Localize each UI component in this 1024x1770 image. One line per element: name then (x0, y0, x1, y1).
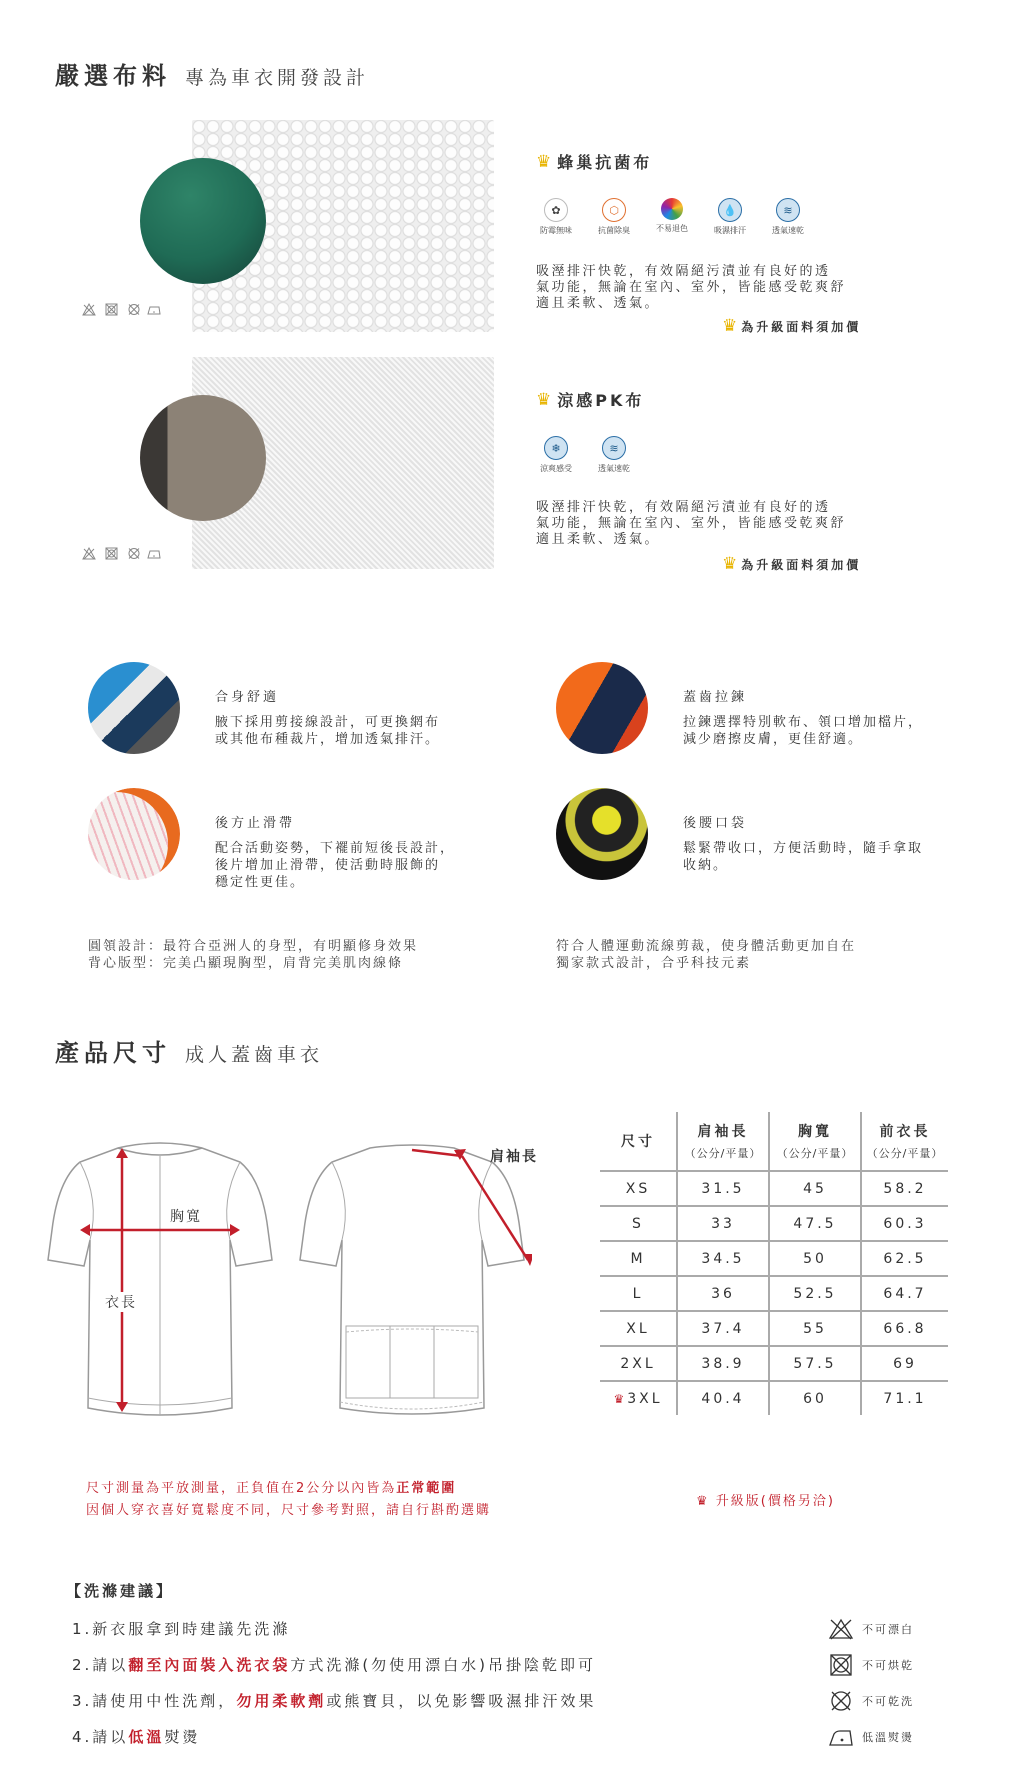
antibacterial-icon: ⬡ (602, 198, 626, 222)
size-disclaimer: 尺寸測量為平放測量，正負值在2公分以內皆為正常範圍 因個人穿衣喜好寬鬆度不同，尺寸參考對照，請自行斟酌選購 (86, 1481, 492, 1518)
header-size: 尺寸 (621, 1134, 655, 1150)
feature-moisture-wicking: 💧 吸濕排汗 (708, 198, 752, 236)
table-row: XS 31.5 45 58.2 (600, 1171, 948, 1206)
feature-zipper-title: 蓋齒拉鍊 (683, 690, 748, 705)
header-sleeve: 肩袖長 （公分/平量） (677, 1112, 769, 1171)
breathable-icon: ≋ (602, 436, 626, 460)
breathable-icon: ≋ (776, 198, 800, 222)
care-icons-mini-1 (82, 302, 162, 320)
feature-photo-zipper (556, 662, 648, 754)
fabric-1-description: 吸溼排汗快乾，有效隔絕污漬並有良好的透 氣功能，無論在室內、室外，皆能感受乾爽舒 適且柔軟、透氣。 (536, 264, 847, 311)
fabric-section-title: 嚴選布料 (55, 62, 171, 90)
feature-fit-title: 合身舒適 (215, 690, 280, 705)
wash-item-4: 4.請以低溫熨燙 (72, 1728, 201, 1746)
sleeve-label: 肩袖長 (490, 1149, 538, 1165)
feature-photo-pocket (556, 788, 648, 880)
header-length: 前衣長 （公分/平量） (861, 1112, 948, 1171)
moisture-wicking-icon: 💧 (718, 198, 742, 222)
care-no-bleach: 不可漂白 (828, 1618, 914, 1640)
crown-icon: ♛ (613, 1391, 628, 1406)
care-no-dry-clean: 不可乾洗 (828, 1690, 914, 1712)
feature-anti-mold: ✿ 防霉無味 (534, 198, 578, 236)
cooling-icon: ❄ (544, 436, 568, 460)
care-low-iron: 低溫熨燙 (828, 1726, 914, 1748)
honeycomb-fabric-swatch (140, 158, 266, 284)
crown-icon: ♛ (536, 389, 552, 410)
fabric-2-description: 吸溼排汗快乾，有效隔絕污漬並有良好的透 氣功能，無論在室內、室外，皆能感受乾爽舒 適且柔軟、透氣。 (536, 500, 847, 547)
fabric-2-name: 涼感PK布 (557, 391, 645, 410)
wash-item-3: 3.請使用中性洗劑，勿用柔軟劑或熊寶貝，以免影響吸濕排汗效果 (72, 1692, 597, 1710)
header-chest: 胸寬 （公分/平量） (769, 1112, 861, 1171)
feature-photo-fit (88, 662, 180, 754)
feature-photo-grip (88, 788, 180, 880)
crown-icon: ♛ (722, 316, 738, 336)
table-row: S 33 47.5 60.3 (600, 1206, 948, 1241)
table-row: 2XL 38.9 57.5 69 (600, 1346, 948, 1381)
wash-item-1: 1.新衣服拿到時建議先洗滌 (72, 1620, 291, 1638)
feature-cooling: ❄ 涼爽感受 (534, 436, 578, 474)
crown-icon: ♛ (722, 554, 738, 574)
fabric-2-heading (536, 388, 644, 411)
length-label: 衣長 (105, 1292, 137, 1312)
wash-item-2: 2.請以翻至內面裝入洗衣袋方式洗滌(勿使用漂白水)吊掛陰乾即可 (72, 1656, 597, 1674)
feature-breathable: ≋ 透氣速乾 (766, 198, 810, 236)
jersey-back-diagram (292, 1140, 532, 1420)
care-no-tumble-dry: 不可烘乾 (828, 1654, 914, 1676)
size-section-subtitle: 成人蓋齒車衣 (185, 1044, 324, 1066)
size-section-heading (55, 1033, 323, 1068)
notes-left: 圓領設計：最符合亞洲人的身型，有明顯修身效果 背心版型：完美凸顯現胸型，肩背完美肌肉線條 (88, 939, 419, 971)
chest-label: 胸寬 (170, 1206, 202, 1226)
colorfast-icon (661, 198, 683, 220)
low-iron-icon (828, 1726, 854, 1748)
no-dry-clean-icon (828, 1690, 854, 1712)
fabric-1-name: 蜂巢抗菌布 (557, 153, 653, 172)
size-section-title: 產品尺寸 (55, 1039, 171, 1067)
fabric-2-feature-icons (534, 436, 636, 474)
no-bleach-icon (828, 1618, 854, 1640)
size-table (600, 1112, 948, 1415)
table-row: M 34.5 50 62.5 (600, 1241, 948, 1276)
crown-icon: ♛ (696, 1494, 710, 1509)
anti-mold-icon: ✿ (544, 198, 568, 222)
notes-right: 符合人體運動流線剪裁，使身體活動更加自在 獨家款式設計，合乎科技元素 (556, 939, 857, 971)
fabric-1-upgrade-note: ♛ 為升級面料須加價 (722, 316, 862, 336)
feature-colorfast: 不易退色 (650, 198, 694, 236)
fabric-1-heading (536, 150, 652, 173)
jersey-front-diagram (40, 1140, 280, 1420)
feature-antibacterial: ⬡ 抗菌除臭 (592, 198, 636, 236)
fabric-section-heading (55, 56, 369, 91)
fabric-1-feature-icons (534, 198, 810, 236)
care-mini-icons (82, 546, 162, 560)
upgrade-version-note: ♛ 升級版(價格另洽) (696, 1494, 835, 1509)
feature-pocket-title: 後腰口袋 (683, 816, 748, 831)
pk-fabric-swatch (140, 395, 266, 521)
size-table-header (600, 1112, 948, 1171)
fabric-section-subtitle: 專為車衣開發設計 (185, 67, 370, 89)
feature-zipper-desc: 拉鍊選擇特別軟布、領口增加檔片， 減少磨擦皮膚，更佳舒適。 (683, 715, 924, 747)
table-row: L 36 52.5 64.7 (600, 1276, 948, 1311)
feature-grip-title: 後方止滑帶 (215, 816, 296, 831)
wash-title: 【洗滌建議】 (66, 1582, 175, 1600)
fabric-2-upgrade-note: ♛ 為升級面料須加價 (722, 554, 862, 574)
feature-grip-desc: 配合活動姿勢，下襬前短後長設計， 後片增加止滑帶，使活動時服飾的 穩定性更佳。 (215, 841, 456, 890)
care-mini-icons (82, 302, 162, 316)
feature-breathable-2: ≋ 透氣速乾 (592, 436, 636, 474)
crown-icon: ♛ (536, 151, 552, 172)
care-icons-mini-2 (82, 546, 162, 564)
feature-pocket-desc: 鬆緊帶收口，方便活動時，隨手拿取 收納。 (683, 841, 924, 873)
no-tumble-dry-icon (828, 1654, 854, 1676)
table-row: ♛3XL 40.4 60 71.1 (600, 1381, 948, 1415)
feature-fit-desc: 腋下採用剪接線設計，可更換網布 或其他布種裁片，增加透氣排汗。 (215, 715, 441, 747)
table-row: XL 37.4 55 66.8 (600, 1311, 948, 1346)
